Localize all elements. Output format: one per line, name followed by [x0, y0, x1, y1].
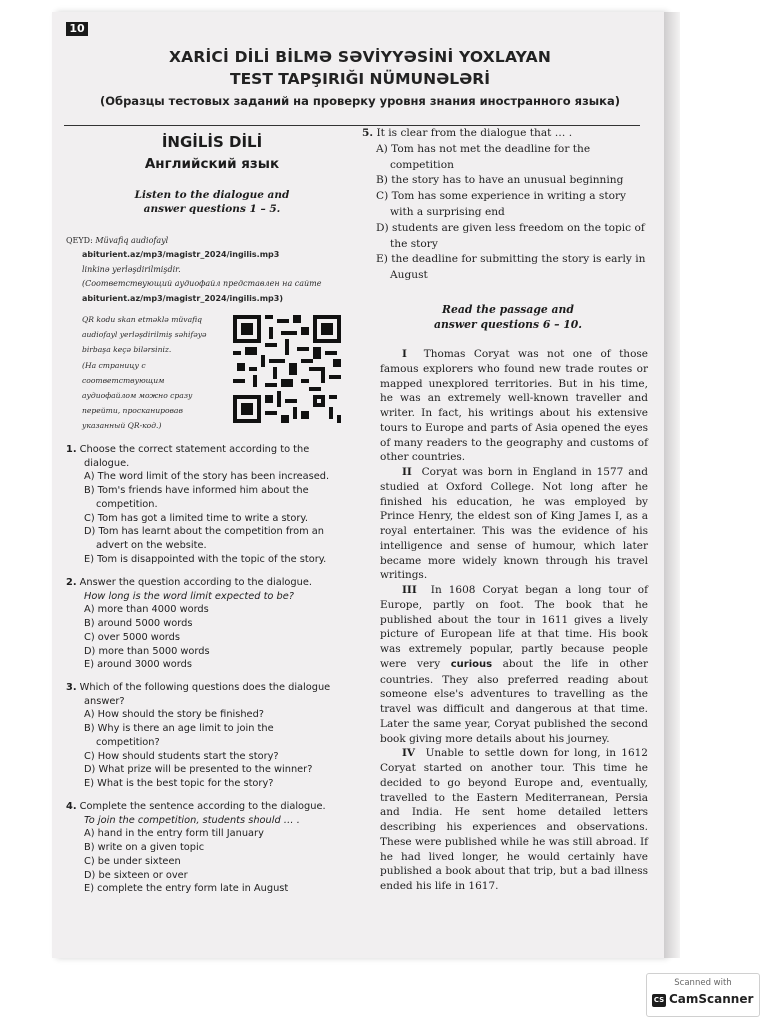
- option-letter: D): [376, 221, 389, 234]
- option-a[interactable]: [66, 470, 358, 484]
- question-1: [66, 443, 358, 566]
- option-a[interactable]: [66, 827, 358, 841]
- option-letter: D): [84, 764, 96, 776]
- option-text: the deadline for submitting the story is early in: [391, 253, 646, 266]
- note-text: (Соответствующий аудиофайл представлен на сайте: [82, 279, 322, 289]
- option-letter: A): [84, 471, 95, 483]
- camscanner-watermark: [646, 973, 760, 1017]
- option-text: around 5000 words: [97, 618, 193, 630]
- option-text: The word limit of the story has been increased.: [97, 471, 330, 483]
- option-b[interactable]: [66, 722, 358, 736]
- option-text: be sixteen or over: [98, 869, 188, 881]
- option-d[interactable]: [66, 525, 358, 539]
- option-b[interactable]: [66, 617, 358, 631]
- option-text: Tom has got a limited time to write a story.: [97, 512, 308, 524]
- option-text-cont: with a surprising end: [390, 205, 505, 218]
- paragraph-text: Coryat was born in England in 1577 and studied at Oxford College. Not long after he finished his education, he was employed by Prince Henry, the eldest son of King James I, as a royal entertainer. This was the evidence of his intelligence and sense of humour, which later became more widely known through his travel writings.: [380, 466, 648, 582]
- question-stem: [66, 444, 309, 455]
- option-e[interactable]: [66, 658, 358, 672]
- option-e[interactable]: [66, 553, 358, 567]
- stem-text: Answer the question according to the dialogue.: [79, 577, 312, 588]
- option-letter: B): [84, 485, 95, 497]
- option-letter: C): [84, 631, 95, 643]
- option-e[interactable]: [362, 252, 650, 268]
- question-prompt: How long is the word limit expected to be?: [84, 590, 294, 602]
- highlighted-word: curious: [450, 658, 493, 670]
- qr-text-line: (На страницу с: [82, 360, 146, 370]
- question-5: [362, 126, 650, 284]
- option-letter: C): [84, 750, 95, 762]
- option-letter: B): [84, 842, 95, 854]
- stem-text: Which of the following questions does the dialogue: [79, 682, 331, 693]
- option-letter: E): [84, 883, 95, 895]
- qr-text-line: аудиофайлом можно сразу: [82, 391, 193, 401]
- option-a[interactable]: [66, 708, 358, 722]
- paragraph-text: In 1608 Coryat began a long tour of Europe, partly on foot. The book that he published about the tour in 1611 gives a lively picture of European life at that time. His book was extremely popular, partly because people were very: [380, 584, 648, 670]
- option-e[interactable]: [66, 777, 358, 791]
- option-text: over 5000 words: [97, 631, 180, 643]
- option-letter: C): [84, 855, 95, 867]
- option-c[interactable]: [66, 512, 358, 526]
- option-letter: E): [84, 777, 95, 789]
- note-text: Müvafiq audiofayl: [95, 236, 169, 245]
- option-c[interactable]: [66, 631, 358, 645]
- qr-code[interactable]: [233, 315, 341, 423]
- watermark-caption: Scanned with: [674, 978, 732, 988]
- question-stem: [66, 801, 326, 812]
- option-text: Tom has not met the deadline for the: [391, 142, 591, 155]
- question-4: [66, 800, 358, 896]
- option-letter: B): [84, 618, 95, 630]
- camscanner-logo-icon: CS: [652, 994, 666, 1007]
- instruction-line: Listen to the dialogue and: [134, 189, 290, 201]
- question-prompt: To join the competition, students should … .: [84, 814, 300, 826]
- option-text: How should students start the story?: [97, 750, 279, 762]
- option-text: What is the best topic for the story?: [97, 777, 274, 789]
- header-line-1: XARİCİ DİLİ BİLMƏ SƏVİYYƏSİNİ YOXLAYAN: [168, 48, 551, 66]
- option-letter: B): [84, 723, 95, 735]
- option-c[interactable]: [66, 855, 358, 869]
- option-b[interactable]: [66, 841, 358, 855]
- instruction-line: answer questions 1 – 5.: [143, 203, 281, 215]
- option-d[interactable]: [362, 221, 650, 237]
- option-d[interactable]: [66, 869, 358, 883]
- instruction-line: Read the passage and: [442, 303, 574, 316]
- paragraph-numeral: III: [402, 584, 417, 596]
- option-text: hand in the entry form till January: [97, 828, 264, 840]
- option-text: the story has to have an unusual beginning: [391, 174, 624, 187]
- option-letter: A): [84, 828, 95, 840]
- stem-text: Complete the sentence according to the dialogue.: [79, 801, 326, 812]
- qr-text-line: birbaşa keçə bilərsiniz.: [82, 345, 172, 355]
- question-2: [66, 576, 358, 672]
- passage-paragraph: [380, 347, 648, 465]
- audio-link[interactable]: abiturient.az/mp3/magistr_2024/ingilis.mp3: [82, 250, 280, 260]
- option-text: Tom's friends have informed him about the: [97, 485, 309, 497]
- option-text-cont: competition?: [96, 736, 160, 748]
- stem-text: Choose the correct statement according to the: [79, 444, 310, 455]
- option-letter: D): [84, 645, 96, 657]
- option-letter: A): [376, 142, 388, 155]
- option-letter: D): [84, 526, 96, 538]
- header-line-3: (Образцы тестовых заданий на проверку уровня знания иностранного языка): [100, 94, 620, 108]
- option-b[interactable]: [66, 484, 358, 498]
- option-letter: E): [84, 659, 95, 671]
- question-number: 3.: [66, 682, 77, 693]
- option-text: Tom has some experience in writing a story: [391, 190, 627, 203]
- paragraph-text: Unable to settle down for long, in 1612 Coryat started on another tour. This time he decided to go beyond Europe and, eventually, travelled to the Eastern Mediterranean, Persia and India. He sent home detailed letters describing his experiences and observations. These were published while he was still abroad. If he had lived longer, he would certainly have published a book about that trip, but a bad illness ended his life in 1617.: [380, 747, 648, 892]
- option-d[interactable]: [66, 763, 358, 777]
- option-text-cont: August: [390, 269, 428, 282]
- listening-instruction: [112, 188, 312, 216]
- question-number: 1.: [66, 444, 77, 455]
- question-stem: [66, 682, 330, 693]
- paragraph-numeral: II: [402, 466, 412, 478]
- paragraph-text: about the life in other countries. They also preferred reading about someone else's adventures to travelling as the travel was difficult and dangerous at that time. Later the same year, Coryat published the second book giving more details about his journey.: [380, 657, 648, 745]
- paragraph-numeral: IV: [402, 747, 416, 760]
- option-letter: B): [376, 174, 388, 187]
- question-stem: [362, 127, 572, 139]
- option-text: What prize will be presented to the winner?: [98, 764, 313, 776]
- option-b[interactable]: [362, 173, 650, 189]
- option-text-cont: the story: [390, 237, 438, 250]
- page-edge: [664, 12, 680, 958]
- option-text: more than 4000 words: [97, 604, 209, 616]
- option-text: around 3000 words: [97, 659, 192, 671]
- option-letter: D): [84, 869, 96, 881]
- option-letter: C): [84, 512, 95, 524]
- option-letter: C): [376, 190, 389, 203]
- option-text: Why is there an age limit to join the: [97, 723, 274, 735]
- passage-paragraph: [380, 746, 648, 894]
- question-number: 5.: [362, 127, 374, 139]
- option-d[interactable]: [66, 645, 358, 659]
- question-number: 4.: [66, 801, 77, 812]
- option-c[interactable]: [66, 750, 358, 764]
- page-number: 10: [66, 22, 88, 36]
- instruction-line: answer questions 6 – 10.: [433, 318, 583, 331]
- qr-text-line: указанный QR-код.): [82, 421, 162, 431]
- option-letter: E): [376, 253, 388, 266]
- reading-passage: [380, 347, 648, 894]
- qr-text-line: перейти, просканировав: [82, 406, 183, 416]
- qr-text-line: QR kodu skan etməklə müvafiq: [82, 315, 203, 324]
- section-title: İNGİLİS DİLİ: [161, 133, 263, 151]
- option-text: more than 5000 words: [98, 645, 210, 657]
- section-title-ru: Английский язык: [144, 156, 280, 172]
- paragraph-text: Thomas Coryat was not one of those famous explorers who found new trade routes or mapped unexplored territories. But in his time, he was an extremely well-known traveller and writer. In fact, his writings about his extensive tours to Europe and parts of Asia opened the eyes of many readers to the geography and customs of other countries.: [380, 348, 648, 464]
- qr-text-line: соответствующим: [82, 375, 165, 385]
- passage-paragraph: [380, 583, 648, 746]
- option-text: Tom is disappointed with the topic of the story.: [97, 553, 327, 565]
- option-letter: E): [84, 553, 95, 565]
- option-a[interactable]: [362, 142, 650, 158]
- question-number: 2.: [66, 577, 77, 588]
- option-text: write on a given topic: [97, 842, 205, 854]
- option-letter: A): [84, 709, 95, 721]
- question-stem: [66, 577, 312, 588]
- option-text-cont: advert on the website.: [96, 539, 207, 551]
- stem-text: answer?: [84, 695, 125, 707]
- question-3: [66, 681, 358, 791]
- option-a[interactable]: [66, 603, 358, 617]
- option-text: How should the story be finished?: [97, 709, 265, 721]
- qr-text-line: audiofayl yerləşdirilmiş səhifəyə: [82, 330, 207, 340]
- option-c[interactable]: [362, 189, 650, 205]
- option-text-cont: competition.: [96, 498, 158, 510]
- stem-text: dialogue.: [84, 457, 130, 469]
- reading-instruction: [390, 302, 626, 332]
- option-text: complete the entry form late in August: [97, 883, 289, 895]
- option-e[interactable]: [66, 882, 358, 896]
- audio-link[interactable]: abiturient.az/mp3/magistr_2024/ingilis.mp3): [82, 293, 283, 303]
- stem-text: It is clear from the dialogue that … .: [376, 127, 573, 139]
- audio-note: [66, 234, 362, 306]
- option-text: be under sixteen: [97, 855, 181, 867]
- paragraph-numeral: I: [402, 348, 407, 360]
- note-label: QEYD:: [66, 236, 93, 245]
- option-text: Tom has learnt about the competition from an: [98, 526, 324, 538]
- qr-instruction: [82, 312, 232, 434]
- watermark-brand: CamScanner: [669, 992, 754, 1006]
- header-line-2: TEST TAPŞIRIĞI NÜMUNƏLƏRİ: [230, 70, 490, 88]
- option-letter: A): [84, 604, 95, 616]
- option-text-cont: competition: [390, 158, 454, 171]
- note-text: linkinə yerləşdirilmişdir.: [82, 264, 181, 274]
- passage-paragraph: [380, 465, 648, 583]
- option-text: students are given less freedom on the topic of: [392, 221, 645, 234]
